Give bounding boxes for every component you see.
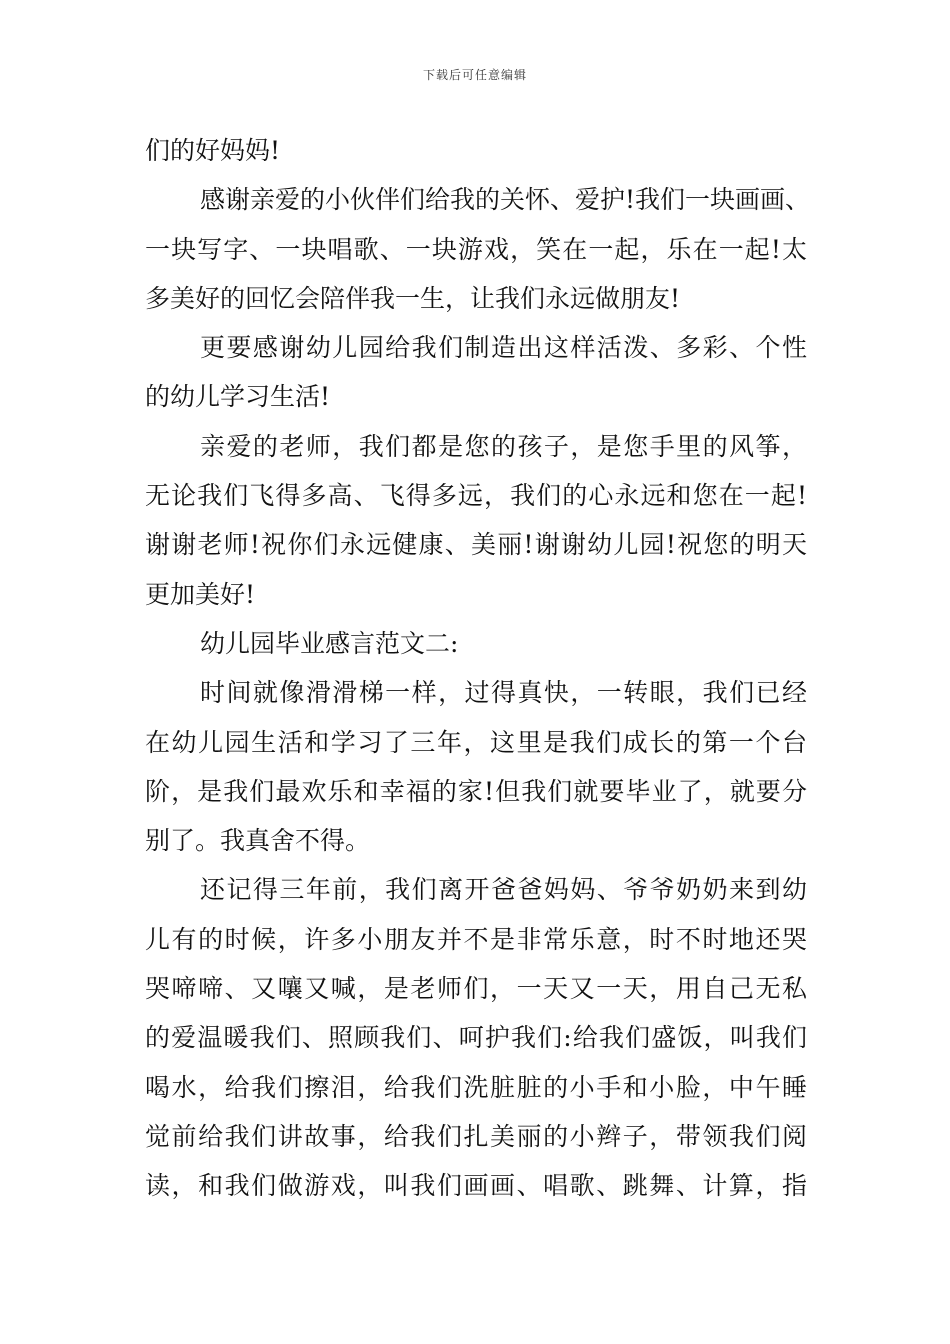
text-line: 觉前给我们讲故事，给我们扎美丽的小辫子，带领我们阅 xyxy=(145,1121,807,1151)
text-line: 还记得三年前，我们离开爸爸妈妈、爷爷奶奶来到幼 xyxy=(200,875,807,905)
text-line: 读，和我们做游戏，叫我们画画、唱歌、跳舞、计算，指 xyxy=(145,1171,807,1201)
text-line: 的幼儿学习生活! xyxy=(145,382,331,412)
text-line: 更要感谢幼儿园给我们制造出这样活泼、多彩、个性 xyxy=(200,333,807,363)
page-header: 下载后可任意编辑 xyxy=(422,68,527,82)
text-line: 阶，是我们最欢乐和幸福的家!但我们就要毕业了，就要分 xyxy=(145,776,807,806)
text-line: 儿有的时候，许多小朋友并不是非常乐意，时不时地还哭 xyxy=(145,924,807,954)
text-line: 喝水，给我们擦泪，给我们洗脏脏的小手和小脸，中午睡 xyxy=(145,1072,807,1102)
document-body xyxy=(145,126,811,1211)
text-line: 时间就像滑滑梯一样，过得真快，一转眼，我们已经 xyxy=(200,678,807,708)
text-line: 在幼儿园生活和学习了三年，这里是我们成长的第一个台 xyxy=(145,727,807,757)
text-line: 一块写字、一块唱歌、一块游戏，笑在一起，乐在一起!太 xyxy=(145,234,807,264)
text-line: 更加美好! xyxy=(145,579,256,609)
text-line: 多美好的回忆会陪伴我一生，让我们永远做朋友! xyxy=(145,283,681,313)
text-line: 无论我们飞得多高、飞得多远，我们的心永远和您在一起! xyxy=(145,481,807,511)
text-line: 亲爱的老师，我们都是您的孩子，是您手里的风筝， xyxy=(200,431,807,461)
text-line: 谢谢老师!祝你们永远健康、美丽!谢谢幼儿园!祝您的明天 xyxy=(145,530,807,560)
text-line: 的爱温暖我们、照顾我们、呵护我们:给我们盛饭，叫我们 xyxy=(145,1023,807,1053)
text-line: 感谢亲爱的小伙伴们给我的关怀、爱护!我们一块画画、 xyxy=(200,185,811,215)
text-line: 们的好妈妈! xyxy=(145,136,281,165)
text-line: 别了。我真舍不得。 xyxy=(145,826,371,856)
text-line: 幼儿园毕业感言范文二: xyxy=(200,628,459,658)
text-line: 哭啼啼、又嚷又喊，是老师们，一天又一天，用自己无私 xyxy=(145,974,807,1004)
